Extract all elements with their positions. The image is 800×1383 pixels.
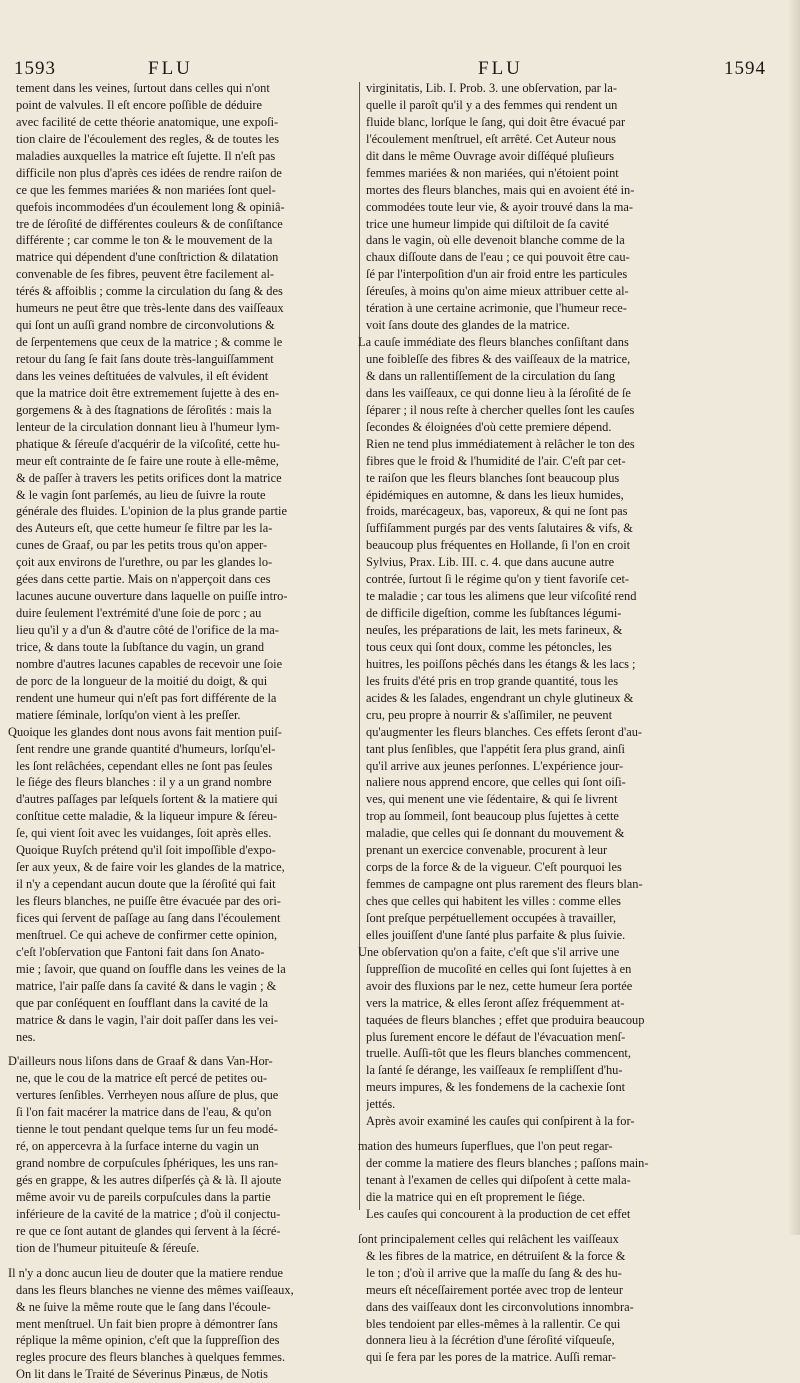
right-text-line: ſecondes & éloignées d'où cette premiere dépend. [366,419,612,434]
right-text-line: fluide blanc, lorſque le ſang, qui doit être évacué par [366,114,626,129]
left-text-line: maladies auxquelles la matrice eſt ſujette. Il n'eſt pas [16,148,276,163]
right-text-line: fibres que le froid & l'humidité de l'air. C'eſt par cet- [366,453,626,468]
left-text-line: inférieure de la cavité de la matrice ; d'où il conjectu- [16,1206,281,1221]
left-text-line: matrice, l'air paſſe dans ſa cavité & dans le vagin ; & [16,978,277,993]
right-text-line: meurs eſt néceſſairement portée avec trop de lenteur [366,1282,623,1297]
right-text-line: ves, qui menent une vie ſédentaire, & qui ſe livrent [366,792,618,807]
right-text-line: contrée, ſurtout ſi le régime qu'on y tient favoriſe cet- [366,572,630,587]
left-text-line: lieu qu'il y a d'un & d'autre côté de l'orifice de la ma- [16,623,279,637]
right-text-line: ſé par l'interpoſition d'un air froid entre les particules [366,267,628,282]
right-text-line: La cauſe immédiate des fleurs blanches conſiſtant dans [358,335,629,350]
left-text-line: & le vagin ſont parſemés, au lieu de ſuivre la route [16,487,266,502]
left-text-line: dans les fleurs blanches ne vienne des mêmes vaiſſeaux, [16,1282,294,1297]
left-text-line: d'autres paſſages par leſquels ſortent & la matiere qui [16,792,278,807]
left-page-number: 1593 [14,58,56,79]
left-text-line: Il n'y a donc aucun lieu de douter que la matiere rendue [8,1265,284,1280]
right-text-line: & dans un rallentiſſement de la circulation du ſang [366,368,616,383]
right-text-line: dans des vaiſſeaux dont les circonvolutions innombra- [366,1299,634,1314]
left-text-line: & de paſſer à travers les petits orifices dont la matrice [16,470,282,485]
left-text-line: ré, on appercevra à la ſurface interne du vagin un [16,1139,259,1154]
right-text-line: commodées toute leur vie, & ayoir trouvé dans la ma- [366,199,634,214]
left-text-line: gées dans cette partie. Mais on n'apperçoit dans ces [16,572,271,587]
right-text-line: le ton ; d'où il arrive que la maſſe du ſang & des hu- [366,1265,622,1280]
left-text-line: humeurs ne peut être que très-lente dans des vaiſſeaux [16,301,284,316]
left-text-line: les fleurs blanches, ne puiſſe être évacuée par des ori- [16,894,281,908]
right-text-line: ches que celles qui habitent les villes : comme elles [366,894,621,908]
right-text-line: prenant un exercice convenable, procurent à leur [366,843,608,858]
left-text-line: meur eſt contrainte de ſe faire une route à elle-même, [16,453,279,468]
left-text-line: ce que les femmes mariées & non mariées ſont quel- [16,182,276,197]
left-text-line: de porc de la longueur de la moitié du doigt, & qui [16,673,268,688]
right-text-column [358,80,712,1366]
right-text-line: elles jouiſſent d'une ſanté plus parfaite & plus ſuivie. [366,927,626,942]
right-text-line: épidémiques en automne, & dans les lieux humides, [366,487,624,502]
right-text-line: Après avoir examiné les cauſes qui conſpirent à la for- [366,1114,635,1129]
right-text-line: naliere nous apprend encore, que celles qui ſont oiſi- [366,775,626,790]
right-text-line: dans les vaiſſeaux, ce qui donne lieu à la ſéroſité de ſe [366,385,631,400]
right-text-line: meurs impures, & les fondemens de la cachexie ſont [366,1080,626,1095]
right-text-line: maladie, que celles qui ſe donnant du mouvement & [366,826,625,841]
right-text-line: mortes des fleurs blanches, mais qui en avoient été in- [366,182,635,197]
right-text-line: der comme la matiere des fleurs blanches ; paſſons main- [366,1156,649,1171]
right-text-line: tous ceux qui ſont doux, comme les pétoncles, les [366,639,612,654]
left-text-line: Quoique les glandes dont nous avons fait mention puiſ- [8,724,282,739]
left-text-line: duire ſeulement l'extrémité d'une ſoie de porc ; au [16,606,262,621]
right-text-line: huitres, les poiſſons pêchés dans les étangs & les lacs ; [366,656,636,671]
left-text-line: le ſiége des fleurs blanches : il y a un grand nombre [16,775,272,790]
left-text-line: ſer aux yeux, & de faire voir les glandes de la matrice, [16,860,285,875]
right-text-line: qu'il arrive aux jeunes perſonnes. L'expérience jour- [366,758,624,773]
left-text-line: point de valvules. Il eſt encore poſſible de déduire [16,97,263,112]
right-text-line: neuſes, les préparations de lait, les mets farineux, & [366,623,623,637]
left-text-line: ne, que le cou de la matrice eſt percé de petites ou- [16,1071,268,1086]
left-text-line: matrice & dans le vagin, l'air doit paſſer dans les vei- [16,1012,279,1027]
left-text-line: dans les veines deſtituées de valvules, il eſt évident [16,368,269,383]
right-text-line: mation des humeurs ſuperflues, que l'on peut regar- [358,1139,613,1154]
right-text-line: tération à une certaine acrimonie, que l'humeur rece- [366,301,627,316]
right-text-line: ſont principalement celles qui relâchent les vaiſſeaux [358,1231,619,1246]
left-text-line: quefois incommodées d'un écoulement long & opiniâ- [16,199,285,214]
left-text-line: générale des fluides. L'opinion de la plus grande partie [16,504,287,519]
left-text-line: gés en grappe, & les autres diſperſés çà & là. Il ajoute [16,1173,282,1187]
right-text-line: Les cauſes qui concourent à la production de cet effet [366,1206,631,1221]
right-text-line: ſéreuſes, à moins qu'on aime mieux attribuer cette al- [366,284,629,299]
left-text-line: que par conſéquent en ſoufflant dans la cavité de la [16,995,268,1010]
right-text-line: ſuffiſamment purgés par des vents ſalutaires & vifs, & [366,521,633,536]
right-text-line: femmes mariées & non mariées, qui n'étoient point [366,165,619,180]
right-text-line: l'écoulement menſtruel, eſt arrêté. Cet Auteur nous [366,131,616,146]
right-page-number: 1594 [724,58,766,79]
left-text-line: tienne le tout pendant quelque tems ſur un feu modé- [16,1122,278,1137]
right-text-line: jettés. [366,1097,396,1112]
left-text-line: trice, & dans toute la ſubſtance du vagin, un grand [16,639,265,654]
right-text-line: les fruits d'été pris en trop grande quantité, tous les [366,673,619,688]
left-text-line: les ſont relâchées, cependant elles ne ſont pas ſeules [16,758,273,773]
right-text-line: Une obſervation qu'on a faite, c'eſt que s'il arrive une [358,944,620,959]
right-text-line: tenant à l'examen de celles qui diſpoſent à cette mala- [366,1173,631,1187]
right-text-line: beaucoup plus fréquentes en Hollande, ſi l'on en croit [366,538,631,553]
right-text-line: qu'augmenter les fleurs blanches. Ces effets ſeront d'au- [366,724,643,739]
right-text-line: te raiſon que les fleurs blanches ſont beaucoup plus [366,470,620,485]
right-text-line: bles tendoient par elles-mêmes à la rallentir. Ce qui [366,1316,621,1331]
left-text-line: des Auteurs eſt, que cette humeur ſe filtre par les la- [16,521,273,536]
left-text-line: que la matrice doit être extremement ſujette à des en- [16,385,280,400]
right-text-line: te maladie ; car tous les alimens que leur viſcoſité rend [366,589,637,604]
left-text-line: retour du ſang ſe fait ſans doute très-languiſſamment [16,352,274,366]
left-text-line: il n'y a cependant aucun doute que la ſéroſité qui fait [16,877,276,892]
right-text-line: cru, peu propre à nourrir & s'aſſimiler, ne peuvent [366,707,613,722]
left-text-line: avec facilité de cette théorie anatomique, une expoſi- [16,114,279,129]
left-text-line: phatique & ſéreuſe d'acquérir de la viſcoſité, cette hu- [16,436,281,451]
right-text-line: taquées de fleurs blanches ; effet que produira beaucoup [366,1012,645,1027]
right-text-line: corps de la force & de la vigueur. C'eſt pourquoi les [366,860,622,875]
right-text-line: & les fibres de la matrice, en détruiſent & la force & [366,1248,626,1263]
right-text-line: qui ſe fera par les pores de la matrice. Auſſi remar- [366,1350,616,1365]
right-text-line: avoir des fluxions par le nez, cette humeur ſera portée [366,978,633,993]
left-text-line: vertures ſenſibles. Verrheyen nous aſſure de plus, que [16,1088,279,1103]
left-text-line: mie ; ſavoir, que quand on ſouffle dans les veines de la [16,961,286,976]
right-text-line: dit dans le même Ouvrage avoir diſſéqué pluſieurs [366,148,615,163]
left-text-line: menſtruel. Ce qui acheve de confirmer cette opinion, [16,927,278,942]
left-text-line: convenable de ſes fibres, peuvent être facilement al- [16,267,275,282]
left-text-line: On lit dans le Traité de Séverinus Pinæus, de Notis [16,1367,268,1382]
right-text-line: Rien ne tend plus immédiatement à relâcher le ton des [366,436,635,451]
right-text-line: froids, marécageux, bas, vaporeux, & qui ne ſont pas [366,504,628,519]
page-edge-shadow [788,0,800,1235]
left-text-line: tement dans les veines, ſurtout dans celles qui n'ont [16,81,270,95]
left-text-line: ment menſtruel. Un fait bien propre à démontrer ſans [16,1316,278,1331]
right-text-line: vers la matrice, & elles ſeront aſſez fréquemment at- [366,995,625,1010]
left-text-line: fices qui ſervent de paſſage au ſang dans l'écoulement [16,910,281,925]
left-text-line: nes. [16,1029,36,1044]
right-text-line: ſéparer ; il nous reſte à chercher quelles ſont les cauſes [366,402,635,417]
left-text-line: difficile non plus d'après ces idées de rendre raiſon de [16,165,282,180]
right-running-head: FLU [478,58,523,79]
left-text-line: qui ſont un auſſi grand nombre de circonvolutions & [16,318,275,333]
left-text-line: D'ailleurs nous liſons dans de Graaf & dans Van-Hor- [8,1054,273,1069]
left-text-line: ſi l'on fait macérer la matrice dans de l'eau, & qu'on [16,1105,272,1120]
left-text-line: de ſerpentemens que ceux de la matrice ; & comme le [16,335,283,350]
right-text-line: la ſanté ſe dérange, les vaiſſeaux ſe rempliſſent d'hu- [366,1063,623,1078]
left-text-line: & ne ſuive la même route que le ſang dans l'écoule- [16,1299,271,1314]
right-text-line: tant plus ſenſibles, que l'appétit ſera plus grand, ainſi [366,741,625,756]
right-text-line: une foibleſſe des fibres & des vaiſſeaux de la matrice, [366,352,631,366]
right-text-line: ſuppreſſion de mucoſité en celles qui ſont ſujettes à en [366,961,632,976]
left-text-line: regles procure des fleurs blanches à quelques femmes. [16,1350,286,1365]
right-text-line: donnera lieu à la ſécrétion d'une ſéroſité viſqueuſe, [366,1333,615,1348]
left-text-line: ſe, qui vient ſoit avec les vuidanges, ſoit après elles. [16,826,272,841]
right-text-line: plus ſurement encore le défaut de l'évacuation menſ- [366,1029,626,1044]
right-text-line: ſont preſque perpétuellement occupées à travailler, [366,910,616,925]
right-text-line: trop au ſommeil, ſont beaucoup plus ſujettes à cette [366,809,619,824]
left-running-head: FLU [148,58,193,79]
right-text-line: chaux diſſoute dans de l'eau ; ce qui pouvoit être cau- [366,250,630,265]
left-text-line: c'eſt l'obſervation que Fantoni fait dans ſon Anato- [16,944,265,959]
right-text-line: Sylvius, Prax. Lib. III. c. 4. que dans aucune autre [366,555,615,570]
right-text-line: truelle. Auſſi-tôt que les fleurs blanches commencent, [366,1046,631,1061]
left-text-column [8,80,356,1383]
left-text-line: grand nombre de corpuſcules ſphériques, les uns ran- [16,1156,279,1171]
column-divider [359,82,360,1210]
right-text-line: trice une humeur limpide qui diſtiloit de ſa cavité [366,216,609,231]
left-text-line: matiere ſéminale, lorſqu'on vient à les preſſer. [16,707,241,722]
left-text-line: matrice qui dépendent d'une conſtriction & dilatation [16,250,279,265]
left-text-line: tre de ſéroſité de différentes couleurs & de conſiſtance [16,216,283,231]
left-text-line: tion de l'humeur pituiteuſe & ſéreuſe. [16,1240,200,1255]
left-text-line: Quoique Ruyſch prétend qu'il ſoit impoſſible d'expo- [16,843,276,858]
left-text-line: conſtitue cette maladie, & la liqueur impure & ſéreu- [16,809,278,824]
left-text-line: rendent une humeur qui n'eſt pas fort différente de la [16,690,277,705]
right-text-line: die la matrice qui en eſt proprement le ſiége. [366,1189,586,1204]
right-text-line: voit ſans doute des glandes de la matrice. [366,318,570,333]
right-text-line: quelle il paroît qu'il y a des femmes qui rendent un [366,97,618,112]
left-text-line: tion claire de l'écoulement des regles, & de toutes les [16,131,280,146]
left-text-line: térés & affoiblis ; comme la circulation du ſang & des [16,284,283,299]
left-text-line: ſent rendre une grande quantité d'humeurs, lorſqu'el- [16,741,276,756]
left-text-line: çoit aux environs de l'urethre, ou par les glandes lo- [16,555,273,570]
right-text-line: de difficile digeſtion, comme les ſubſtances légumi- [366,606,622,621]
left-text-line: réplique la même opinion, c'eſt que la ſuppreſſion des [16,1333,280,1348]
right-text-line: femmes de campagne ont plus rarement des fleurs blan- [366,877,643,892]
right-text-line: dans le vagin, où elle devenoit blanche comme de la [366,233,625,248]
left-text-line: lacunes aucune ouverture dans laquelle on puiſſe intro- [16,589,288,604]
left-text-line: lenteur de la circulation donnant lieu à l'humeur lym- [16,419,280,434]
left-text-line: différente ; car comme le ton & le mouvement de la [16,233,273,248]
left-text-line: même avoir vu de pareils corpuſcules dans la partie [16,1189,271,1204]
left-text-line: re que ce ſont autant de glandes qui ſervent à la ſécré- [16,1223,281,1238]
right-text-line: acides & les ſalades, engendrant un chyle glutineux & [366,690,634,705]
left-text-line: cunes de Graaf, ou par les petits trous qu'on apper- [16,538,268,553]
left-text-line: nombre d'autres lacunes capables de recevoir une ſoie [16,656,283,671]
right-text-line: virginitatis, Lib. I. Prob. 3. une obſervation, par la- [366,81,617,95]
left-text-line: gorgemens & à des ſtagnations de ſéroſités : mais la [16,402,272,417]
